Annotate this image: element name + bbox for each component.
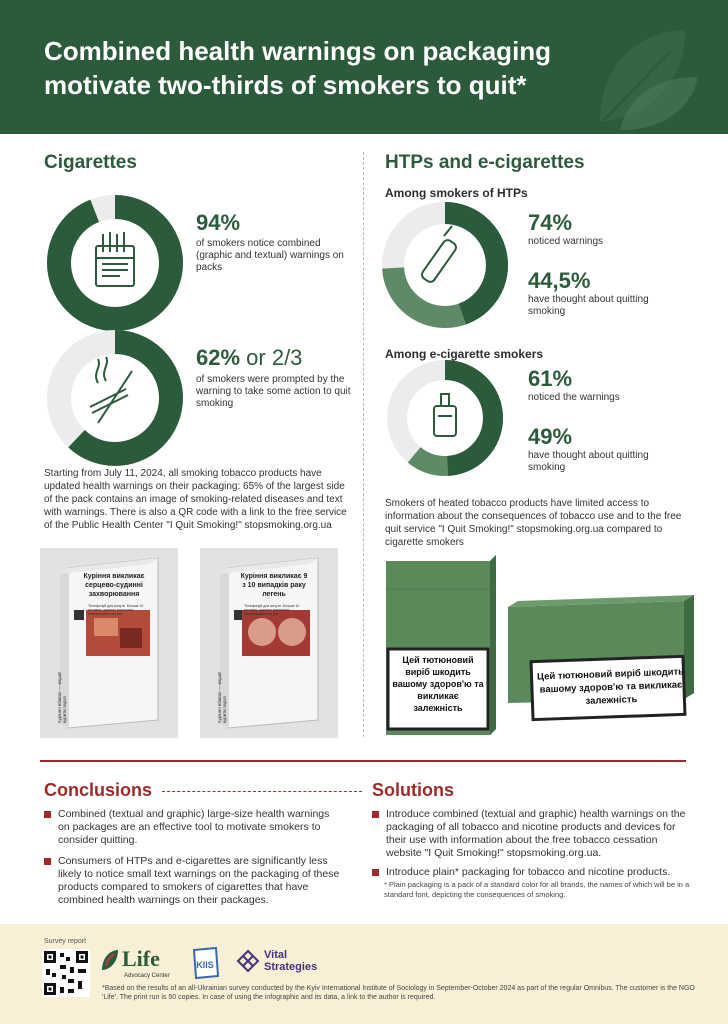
qr-code[interactable] [42, 949, 90, 997]
solution-item-1: Introduce combined (textual and graphic) health warnings on the packaging of all tobacco and nicotine products and devices for their use with information about the free tobacco cessation website "I Quit Smoking!" stopsmoking.org.ua. [372, 808, 692, 860]
e-cigarette-icon [434, 394, 456, 436]
donut-chart-htp [380, 200, 520, 330]
life-name: Life [122, 946, 160, 971]
pack-photo-2 [200, 548, 338, 738]
pack2-warning: Куріння викликає 9 з 10 випадків раку легень [240, 573, 308, 598]
htp-box2-warning: Цей тютюновий виріб шкодить вашому здоров'ю та викликає залежність [536, 666, 685, 707]
stat-74-value: 74% [528, 210, 573, 235]
stat-94-text: of smokers notice combined (graphic and textual) warnings on packs [196, 238, 344, 273]
life-logo [100, 946, 170, 979]
htps-paragraph: Smokers of heated tobacco products have limited access to information about the consequences of tobacco use and to the free quit service "I Quit Smoking!" stopsmoking.org.ua compared to cigarette smokers [385, 498, 682, 548]
footer [0, 924, 728, 1024]
stat-445-value: 44,5% [528, 268, 591, 293]
kiis-text: KIIS [196, 960, 214, 970]
column-divider [363, 152, 364, 737]
leaf-icon [590, 22, 700, 132]
life-leaf-icon [100, 948, 120, 972]
conclusion-item-2: Consumers of HTPs and e-cigarettes are significantly less likely to notice small text warnings on the packaging of these products compared to smokers of cigarettes that have combined health warnings on their packages. [44, 855, 344, 907]
pack2-side-text: Куріння вбиває — кидай курити зараз [217, 672, 227, 723]
stat-445-text: have thought about quitting smoking [528, 294, 649, 317]
cigarette-pack-icon [96, 232, 134, 286]
stat-49-value: 49% [528, 424, 573, 449]
conclusions-title: Conclusions [44, 780, 153, 800]
htps-subtitle-2: Among e-cigarette smokers [385, 347, 544, 361]
stat-94-value: 94% [196, 210, 241, 235]
htp-box1-warning: Цей тютюновий виріб шкодить вашому здоров'ю та викликає залежність [392, 655, 484, 713]
solution-footnote: * Plain packaging is a pack of a standard color for all brands, the names of which will be in a standard font, depicting the consequences of smoking. [384, 880, 690, 899]
stat-61-text: noticed the warnings [528, 392, 620, 403]
cigarettes-title: Cigarettes [44, 152, 137, 173]
donut-chart-62 [40, 323, 190, 473]
pack2-small-text: Телефонуй для кинути. Більше 10 речовин, здатних викликати захворювання на рак [244, 604, 300, 616]
kiis-logo [190, 946, 220, 980]
solution-item-2: Introduce plain* packaging for tobacco and nicotine products. [372, 866, 692, 879]
page-title: Combined health warnings on packaging motivate two-thirds of smokers to quit* [44, 36, 552, 100]
pack1-side-text: Куріння вбиває — кидай курити зараз [57, 672, 67, 723]
htps-subtitle-1: Among smokers of HTPs [385, 186, 528, 200]
no-smoking-icon [90, 357, 132, 423]
arrow-connector [162, 791, 362, 792]
stat-61-value: 61% [528, 366, 573, 391]
stat-62-number: 62% [196, 345, 241, 370]
pack1-small-text: Телефонуй для кинути. Більше 10 речовин, здатних викликати захворювання на рак [88, 604, 144, 616]
stat-62-value [196, 345, 302, 371]
header-banner [0, 0, 728, 134]
stat-62-text: of smokers were prompted by the warning to take some action to quit smoking [196, 374, 351, 409]
section-divider [40, 760, 686, 762]
pack-photo-1 [40, 548, 178, 738]
stat-62-alt: or 2/3 [240, 345, 303, 370]
donut-chart-94 [40, 188, 190, 338]
survey-label: Survey report [44, 938, 87, 945]
stat-49-text: have thought about quitting smoking [528, 450, 649, 473]
vital-strategies-icon [236, 949, 260, 973]
htps-title: HTPs and e-cigarettes [385, 152, 585, 173]
solutions-title: Solutions [372, 780, 454, 800]
donut-chart-ecig [380, 360, 520, 490]
stat-74-text: noticed warnings [528, 236, 604, 247]
pack1-warning: Куріння викликає серцево-судинні захворювання [83, 573, 145, 598]
vital-name: Vital Strategies [264, 949, 318, 973]
life-sub: Advocacy Center [124, 973, 170, 979]
conclusion-item-1: Combined (textual and graphic) large-size health warnings on packages are an effective tool to motivate smokers to consider quitting. [44, 808, 334, 847]
footer-note: *Based on the results of an all-Ukrainian survey conducted by the Kyiv International Institute of Sociology in September-October 2024 as part of the regular Omnibus. The customer is the NGO 'Life'. The print run is 50 copies. In case of using the infographic and its data, a link to the author is required. [102, 985, 695, 1001]
htp-device-icon [420, 226, 458, 284]
vital-logo [236, 949, 318, 978]
cigarettes-paragraph: Starting from July 11, 2024, all smoking tobacco products have updated health warnings on their packaging: 65% of the largest side of the pack contains an image of smoking-related diseases and text with warnings. There is also a QR code with a link to the free service of the Public Health Center "I Quit Smoking!" stopsmoking.org.ua [44, 468, 347, 531]
